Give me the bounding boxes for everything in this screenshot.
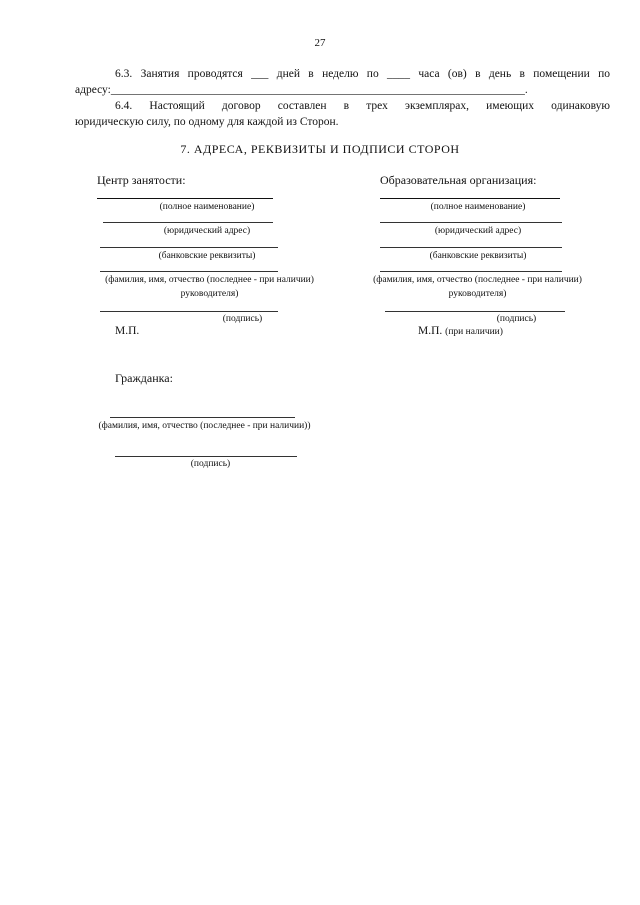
citizen-title: Гражданка:	[115, 371, 173, 385]
left-full-name-line	[97, 198, 273, 199]
left-legal-address-line	[103, 222, 273, 223]
right-signature-line	[385, 311, 565, 312]
right-full-name-line	[380, 198, 560, 199]
right-bank-details-caption: (банковские реквизиты)	[429, 251, 527, 261]
clause-6-4-line-2: юридическую силу, по одному для каждой из Сторон.	[75, 116, 339, 128]
right-stamp-note: (при наличии)	[445, 327, 503, 337]
right-bank-details-line	[380, 247, 562, 248]
page-number: 27	[314, 37, 326, 49]
left-signature-line	[100, 311, 278, 312]
left-bank-details-caption: (банковские реквизиты)	[158, 251, 256, 261]
left-head-name-line	[100, 271, 278, 272]
left-bank-details-line	[100, 247, 278, 248]
citizen-name-caption: (фамилия, имя, отчество (последнее - при наличии))	[98, 421, 311, 431]
citizen-name-line	[110, 417, 295, 418]
right-full-name-caption: (полное наименование)	[430, 202, 526, 212]
right-head-name-line	[380, 271, 562, 272]
section-heading: 7. АДРЕСА, РЕКВИЗИТЫ И ПОДПИСИ СТОРОН	[180, 142, 460, 156]
left-head-name-caption-2: руководителя)	[180, 289, 239, 299]
left-head-name-caption-1: (фамилия, имя, отчество (последнее - при наличии)	[105, 275, 314, 285]
left-party-title: Центр занятости:	[97, 173, 186, 187]
right-head-name-caption-2: руководителя)	[448, 289, 507, 299]
right-stamp-label	[418, 325, 503, 337]
right-signature-caption: (подпись)	[496, 314, 537, 324]
right-stamp-mp: М.П.	[418, 325, 443, 337]
left-full-name-caption: (полное наименование)	[159, 202, 255, 212]
citizen-signature-line	[115, 456, 297, 457]
right-legal-address-caption: (юридический адрес)	[434, 226, 522, 236]
clause-6-3-line-2: адресу:________________________________________________________________________.	[75, 84, 528, 96]
left-signature-caption: (подпись)	[222, 314, 263, 324]
clause-6-4-line-1: 6.4. Настоящий договор составлен в трех экземплярах, имеющих одинаковую	[115, 100, 610, 112]
left-legal-address-caption: (юридический адрес)	[163, 226, 251, 236]
right-party-title: Образовательная организация:	[380, 173, 537, 187]
citizen-signature-caption: (подпись)	[190, 459, 231, 469]
clause-6-3-line-1: 6.3. Занятия проводятся ___ дней в неделю по ____ часа (ов) в день в помещении по	[115, 68, 610, 80]
left-stamp-label: М.П.	[115, 325, 140, 337]
right-head-name-caption-1: (фамилия, имя, отчество (последнее - при наличии)	[373, 275, 582, 285]
right-legal-address-line	[380, 222, 562, 223]
